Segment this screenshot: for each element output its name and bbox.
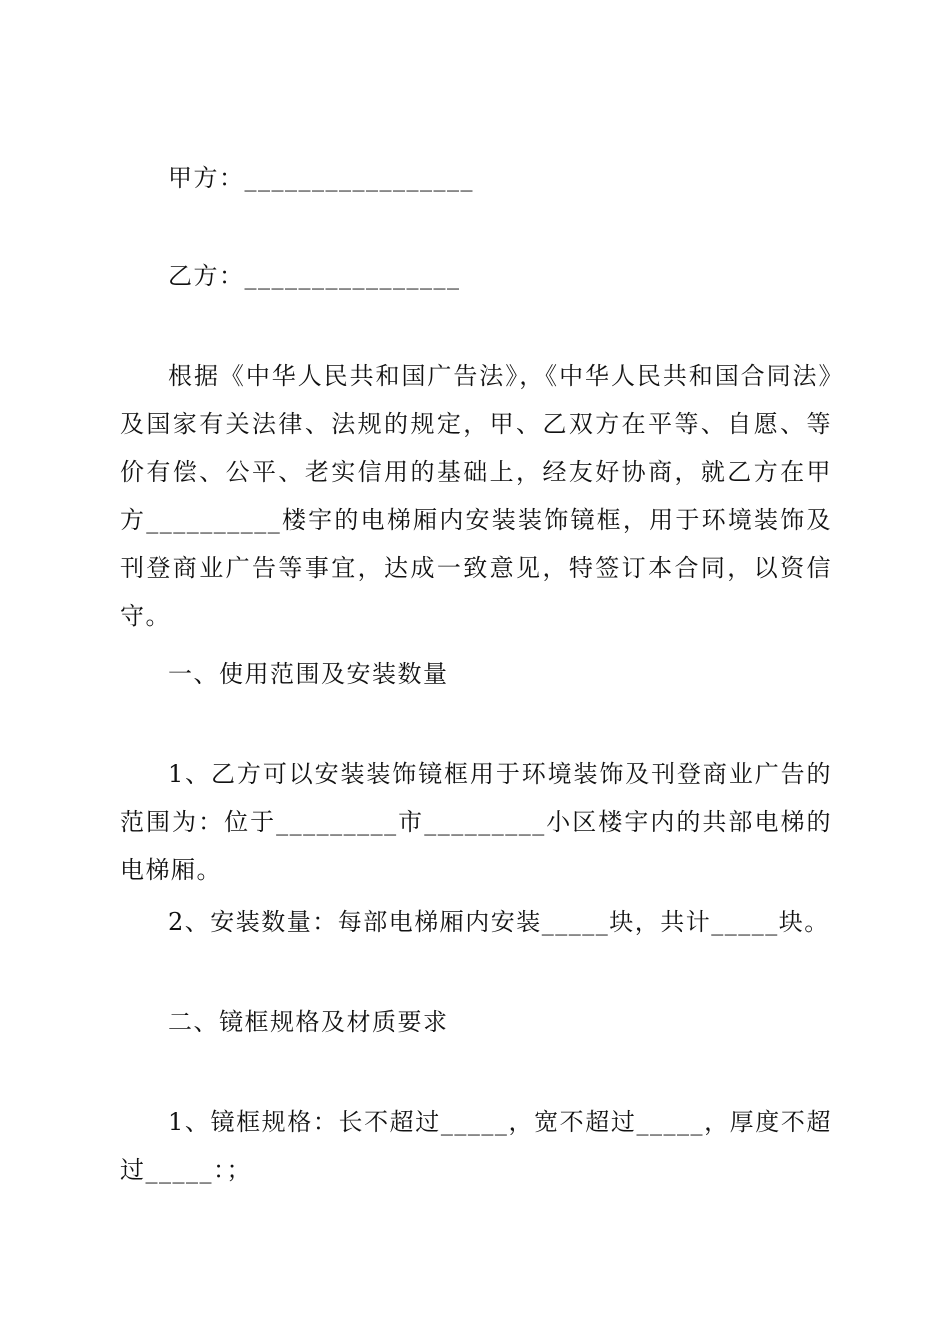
- section-1-item-1: 1、乙方可以安装装饰镜框用于环境装饰及刊登商业广告的范围为：位于_________市_________小区楼宇内的共部电梯的电梯厢。: [120, 760, 832, 884]
- party-a-line: 甲方：_________________: [168, 164, 474, 192]
- section-1-title: 一、使用范围及安装数量: [168, 660, 449, 688]
- preamble-paragraph: 根据《中华人民共和国广告法》，《中华人民共和国合同法》及国家有关法律、法规的规定，甲、乙双方在平等、自愿、等价有偿、公平、老实信用的基础上，经友好协商，就乙方在甲方__________楼宇的电梯厢内安装装饰镜框，用于环境装饰及刊登商业广告等事宜，达成一致意见，特签订本合同，以资信守。: [120, 362, 832, 630]
- section-1-item-2: 2、安装数量：每部电梯厢内安装_____块，共计_____块。: [168, 908, 830, 936]
- party-b-line: 乙方：________________: [168, 262, 461, 290]
- section-2-item-1: 1、镜框规格：长不超过_____，宽不超过_____，厚度不超过_____：；: [120, 1108, 832, 1184]
- section-2-title: 二、镜框规格及材质要求: [168, 1008, 449, 1036]
